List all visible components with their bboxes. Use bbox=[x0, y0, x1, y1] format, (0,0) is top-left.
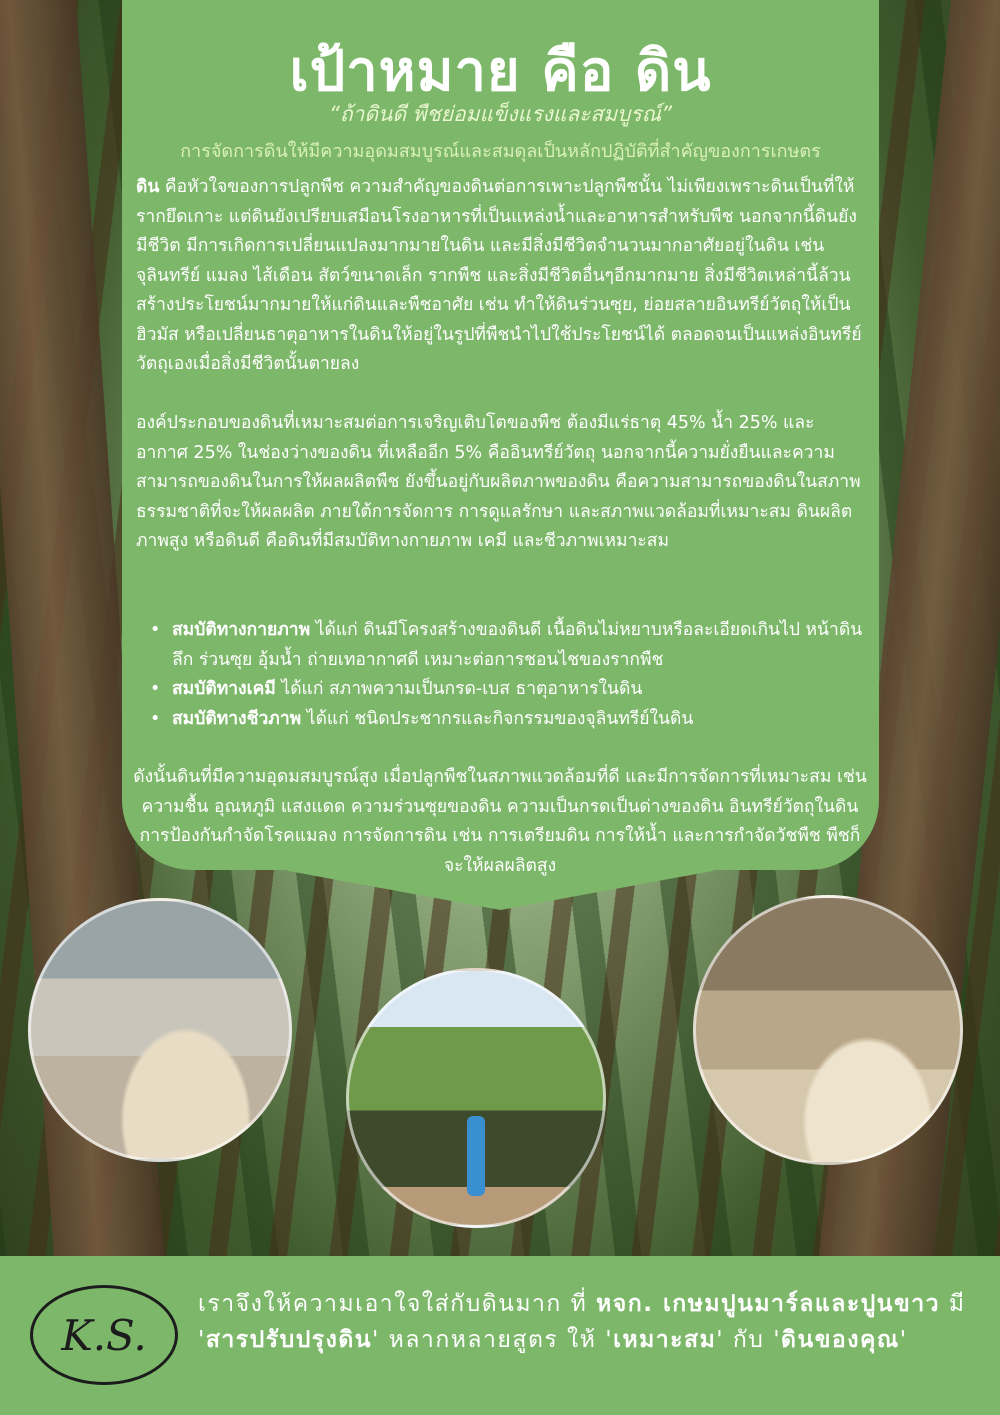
footer-text-part: มี ' bbox=[198, 1291, 966, 1353]
photo-sugarcane-field bbox=[346, 968, 606, 1228]
footer-text-part: ' กับ ' bbox=[716, 1327, 782, 1353]
soil-word: ดินของคุณ bbox=[781, 1327, 900, 1353]
list-item-text: ได้แก่ ชนิดประชากรและกิจกรรมของจุลินทรีย์ในดิน bbox=[301, 708, 694, 729]
list-item-text: ได้แก่ สภาพความเป็นกรด-เบส ธาตุอาหารในดิน bbox=[275, 679, 643, 699]
company-name: หจก. เกษมปูนมาร์ลและปูนขาว bbox=[596, 1291, 941, 1317]
paragraph-composition: องค์ประกอบของดินที่เหมาะสมต่อการเจริญเติบโตของพืช ต้องมีแร่ธาตุ 45% น้ำ 25% และอากาศ 25% ในช่องว่างของดิน ที่เหลืออีก 5% คืออินทรีย์วัตถุ นอกจากนี้ความยั่งยืนและความสามารถของดินในการให้ผลผลิตพืช ยังขึ้นอยู่กับผลิตภาพของดิน คือความสามารถของดินในสภาพธรรมชาติที่จะให้ผลผลิต ภายใต้การจัดการ การดูแลรักษา และสภาพแวดล้อมที่เหมาะสม ดินผลิตภาพสูง หรือดินดี คือดินที่มีสมบัติทางกายภาพ เคมี และชีวภาพเหมาะสม bbox=[136, 413, 861, 551]
product-name: สารปรับปรุงดิน bbox=[205, 1327, 373, 1353]
list-item-label: สมบัติทางชีวภาพ bbox=[172, 708, 302, 729]
photo-factory-conveyor bbox=[693, 895, 963, 1165]
footer-text-part: ' หลากหลายสูตร ให้ ' bbox=[372, 1327, 614, 1353]
photo-warehouse-powder bbox=[28, 898, 292, 1162]
ks-logo: K.S. bbox=[30, 1285, 178, 1385]
subtitle: การจัดการดินให้มีความอุดมสมบูรณ์และสมดุลเป็นหลักปฏิบัติที่สำคัญของการเกษตร bbox=[180, 141, 821, 162]
fit-word: เหมาะสม bbox=[613, 1327, 717, 1353]
list-item-text: ได้แก่ ดินมีโครงสร้างของดินดี เนื้อดินไม่หยาบหรือละเอียดเกินไป หน้าดินลึก ร่วนซุย อุ้มน้ำ ถ่ายเทอากาศดี เหมาะต่อการชอนไชของรากพืช bbox=[172, 620, 863, 670]
property-list bbox=[150, 616, 870, 734]
quote: “ถ้าดินดี พืชย่อมแข็งแรงและสมบูรณ์” bbox=[328, 102, 673, 126]
footer-text-part: ' bbox=[899, 1327, 908, 1353]
paragraph-intro bbox=[136, 173, 864, 380]
paragraph-conclusion: ดังนั้นดินที่มีความอุดมสมบูรณ์สูง เมื่อปลูกพืชในสภาพแวดล้อมที่ดี และมีการจัดการที่เหมาะสม เช่น ความชื้น อุณหภูมิ แสงแดด ความร่วนซุยของดิน ความเป็นกรดเป็นด่างของดิน อินทรีย์วัตถุในดิน การป้องกันกำจัดโรคแมลง การจัดการดิน เช่น การเตรียมดิน การให้น้ำ และการกำจัดวัชพืช พืชก็จะให้ผลผลิตสูง bbox=[133, 767, 867, 876]
page-title: เป้าหมาย คือ ดิน bbox=[289, 39, 712, 104]
list-item bbox=[150, 616, 870, 675]
footer-text bbox=[198, 1286, 978, 1358]
list-item-label: สมบัติทางกายภาพ bbox=[172, 620, 311, 640]
farmer-figure bbox=[467, 1116, 485, 1196]
list-item-label: สมบัติทางเคมี bbox=[172, 679, 276, 699]
paragraph-intro-lead: ดิน bbox=[136, 177, 160, 197]
paragraph-intro-text: คือหัวใจของการปลูกพืช ความสำคัญของดินต่อการเพาะปลูกพืชนั้น ไม่เพียงเพราะดินเป็นที่ให้รากยึดเกาะ แต่ดินยังเปรียบเสมือนโรงอาหารที่เป็นแหล่งน้ำและอาหารสำหรับพืช นอกจากนี้ดินยังมีชีวิต มีการเกิดการเปลี่ยนแปลงมากมายในดิน และมีสิ่งมีชีวิตจำนวนมากอาศัยอยู่ในดิน เช่นจุลินทรีย์ แมลง ไส้เดือน สัตว์ขนาดเล็ก รากพืช และสิ่งมีชีวิตอื่นๆอีกมากมาย สิ่งมีชีวิตเหล่านี้ล้วนสร้างประโยชน์มากมายให้แก่ดินและพืชอาศัย เช่น ทำให้ดินร่วนซุย, ย่อยสลายอินทรีย์วัตถุให้เป็นฮิวมัส หรือเปลี่ยนธาตุอาหารในดินให้อยู่ในรูปที่พืชนำไปใช้ประโยชน์ได้ ตลอดจนเป็นแหล่งอินทรีย์วัตถุเองเมื่อสิ่งมีชีวิตนั้นตายลง bbox=[136, 177, 862, 374]
footer-text-part: เราจึงให้ความเอาใจใส่กับดินมาก ที่ bbox=[198, 1291, 597, 1317]
list-item bbox=[150, 705, 870, 735]
list-item bbox=[150, 675, 870, 705]
